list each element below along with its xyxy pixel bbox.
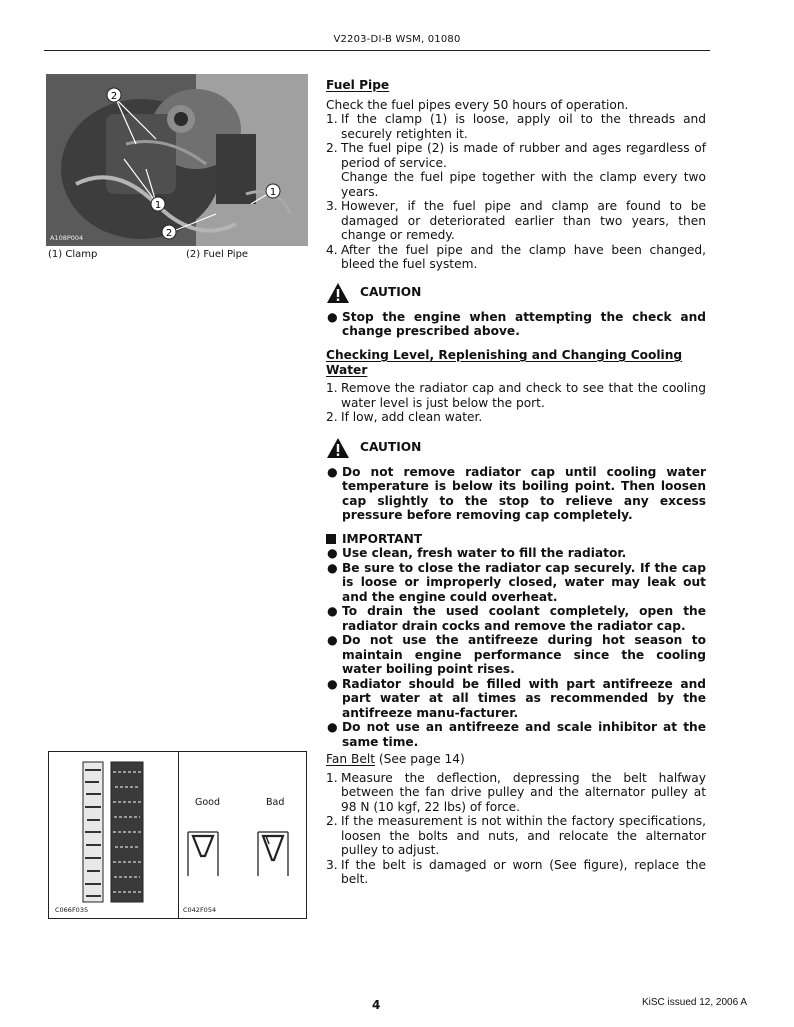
issue-note: KiSC issued 12, 2006 A (642, 997, 748, 1008)
important-item: ● Radiator should be filled with part antifreeze and part water at all times as recommended by the antifreeze manu-facturer. (327, 676, 706, 720)
warning-icon (326, 282, 350, 304)
bad-label: Bad (266, 797, 285, 808)
fuel-pipe-step-note: Change the fuel pipe together with the clamp every two years. (341, 170, 706, 199)
page-number: 4 (372, 998, 381, 1012)
fuel-pipe-title: Fuel Pipe (326, 78, 390, 92)
figure-code: A108P004 (50, 234, 84, 242)
cooling-step: 1. Remove the radiator cap and check to see that the cooling water level is just below the port. (326, 381, 706, 410)
figure-caption-fuel-pipe: (2) Fuel Pipe (186, 249, 249, 260)
fan-belt-title: Fan Belt (See page 14) (326, 752, 465, 766)
fuel-pipe-intro: Check the fuel pipes every 50 hours of operation. (326, 97, 629, 112)
callout-1b-label: 1 (269, 187, 277, 198)
important-heading: IMPORTANT (326, 532, 706, 547)
warning-icon (326, 437, 350, 459)
fan-belt-section (326, 752, 706, 887)
caution-item: ● Do not remove radiator cap until cooling water temperature is below its boiling point. Then loosen cap slightly to the stop to relieve any excess pressure before removing cap completely. (327, 464, 706, 522)
fan-belt-step: 3. If the belt is damaged or worn (See figure), replace the belt. (326, 857, 706, 886)
fuel-pipe-step: 2. The fuel pipe (2) is made of rubber and ages regardless of period of service. (326, 141, 706, 170)
good-label: Good (195, 797, 221, 808)
important-item: ● Use clean, fresh water to fill the radiator. (327, 546, 627, 560)
important-item: ● Do not use the antifreeze during hot season to maintain engine performance since the cooling water boiling point rises. (327, 633, 706, 676)
worn-belt-illustration (49, 752, 177, 918)
caution-heading: CAUTION (326, 281, 706, 305)
fan-belt-step: 2. If the measurement is not within the factory specifications, loosen the bolts and nuts, and relocate the alternator pulley to adjust. (326, 814, 706, 857)
belt-groove-diagrams (178, 814, 308, 894)
figure-code-right: C042F054 (183, 906, 217, 914)
caution-item: ● Stop the engine when attempting the check and change prescribed above. (327, 309, 706, 338)
fuel-pipe-section (326, 78, 706, 339)
fuel-pipe-step: 4. After the fuel pipe and the clamp have been changed, bleed the fuel system. (326, 242, 706, 271)
belt-figure (48, 751, 307, 919)
engine-photo (46, 74, 308, 246)
callout-2b-label: 2 (165, 228, 173, 239)
important-item: ● Be sure to close the radiator cap securely. If the cap is loose or improperly closed, water may leak out and the engine could overheat. (327, 560, 706, 604)
header-rule (44, 50, 710, 51)
cooling-water-title: Checking Level, Replenishing and Changing Cooling Water (326, 348, 683, 377)
callout-2-label: 2 (110, 91, 118, 102)
engine-illustration (46, 74, 308, 246)
figure-code-left: C066F035 (55, 906, 89, 914)
cooling-step: 2. If low, add clean water. (326, 410, 483, 424)
cooling-water-section (326, 348, 706, 749)
important-item: ● Do not use an antifreeze and scale inhibitor at the same time. (327, 720, 706, 749)
important-square-icon (326, 534, 336, 544)
fuel-pipe-step: 3. However, if the fuel pipe and clamp are found to be damaged or deteriorated earlier than two years, then change or remedy. (326, 199, 706, 242)
page-header: V2203-DI-B WSM, 01080 (333, 34, 461, 45)
figure-caption-clamp: (1) Clamp (48, 249, 98, 260)
caution-heading: CAUTION (326, 436, 706, 460)
important-item: ● To drain the used coolant completely, open the radiator drain cocks and remove the radiator cap. (327, 604, 706, 633)
fan-belt-step: 1. Measure the deflection, depressing the belt halfway between the fan drive pulley and the alternator pulley at 98 N (10 kgf, 22 lbs) of force. (326, 770, 706, 814)
fuel-pipe-step: 1. If the clamp (1) is loose, apply oil to the threads and securely retighten it. (326, 112, 706, 141)
callout-1-label: 1 (154, 200, 162, 211)
